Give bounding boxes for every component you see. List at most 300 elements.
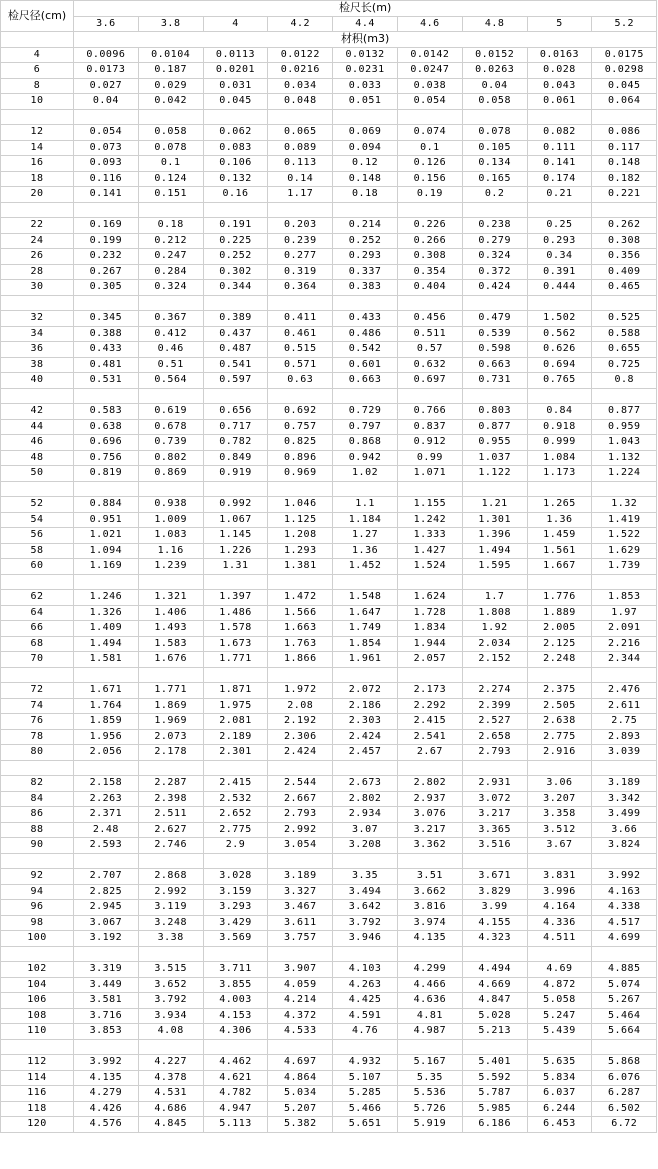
volume-cell: 3.319: [74, 962, 139, 978]
volume-cell: 0.082: [527, 125, 592, 141]
volume-cell: 0.456: [397, 311, 462, 327]
volume-cell: 0.252: [203, 249, 268, 265]
volume-cell: 1.763: [268, 636, 333, 652]
spacer-cell: [333, 295, 398, 311]
volume-cell: 0.1: [138, 156, 203, 172]
volume-cell: 0.969: [268, 466, 333, 482]
volume-cell: 0.034: [268, 78, 333, 94]
volume-cell: 4.163: [592, 884, 657, 900]
volume-cell: 3.792: [138, 993, 203, 1009]
spacer-cell: [592, 202, 657, 218]
volume-header-row: [1, 32, 657, 48]
volume-cell: 0.411: [268, 311, 333, 327]
volume-cell: 1.122: [462, 466, 527, 482]
volume-cell: 2.934: [333, 807, 398, 823]
volume-cell: 0.19: [397, 187, 462, 203]
volume-cell: 5.247: [527, 1008, 592, 1024]
volume-cell: 2.638: [527, 714, 592, 730]
table-row: [1, 729, 657, 745]
spacer-row: [1, 202, 657, 218]
spacer-cell: [138, 667, 203, 683]
volume-cell: 5.167: [397, 1055, 462, 1071]
volume-cell: 5.074: [592, 977, 657, 993]
spacer-cell: [527, 1039, 592, 1055]
volume-cell: 1.975: [203, 698, 268, 714]
spacer-cell: [1, 574, 74, 590]
volume-cell: 2.056: [74, 745, 139, 761]
volume-cell: 0.1: [397, 140, 462, 156]
volume-cell: 4.511: [527, 931, 592, 947]
volume-cell: 1.397: [203, 590, 268, 606]
diameter-cell: 98: [1, 915, 74, 931]
table-row: [1, 745, 657, 761]
volume-cell: 0.802: [138, 450, 203, 466]
volume-cell: 3.907: [268, 962, 333, 978]
spacer-cell: [203, 667, 268, 683]
table-row: [1, 280, 657, 296]
diameter-cell: 36: [1, 342, 74, 358]
volume-cell: 1.578: [203, 621, 268, 637]
table-row: [1, 1008, 657, 1024]
volume-cell: 5.35: [397, 1070, 462, 1086]
volume-cell: 0.113: [268, 156, 333, 172]
diameter-cell: 8: [1, 78, 74, 94]
table-row: [1, 590, 657, 606]
spacer-cell: [1, 760, 74, 776]
volume-cell: 1.265: [527, 497, 592, 513]
volume-cell: 0.564: [138, 373, 203, 389]
table-row: [1, 373, 657, 389]
volume-cell: 0.884: [74, 497, 139, 513]
volume-cell: 0.089: [268, 140, 333, 156]
volume-cell: 4.69: [527, 962, 592, 978]
volume-cell: 0.226: [397, 218, 462, 234]
spacer-cell: [333, 667, 398, 683]
volume-cell: 3.652: [138, 977, 203, 993]
volume-cell: 3.38: [138, 931, 203, 947]
diameter-cell: 18: [1, 171, 74, 187]
volume-cell: 5.267: [592, 993, 657, 1009]
spacer-cell: [592, 946, 657, 962]
volume-cell: 4.135: [397, 931, 462, 947]
volume-cell: 1.97: [592, 605, 657, 621]
spacer-cell: [268, 574, 333, 590]
volume-cell: 0.63: [268, 373, 333, 389]
spacer-cell: [268, 760, 333, 776]
volume-cell: 2.398: [138, 791, 203, 807]
volume-cell: 0.078: [138, 140, 203, 156]
table-row: [1, 698, 657, 714]
volume-cell: 4.932: [333, 1055, 398, 1071]
volume-cell: 3.067: [74, 915, 139, 931]
diameter-cell: 14: [1, 140, 74, 156]
spacer-cell: [74, 481, 139, 497]
volume-cell: 6.453: [527, 1117, 592, 1133]
volume-cell: 0.725: [592, 357, 657, 373]
volume-cell: 3.072: [462, 791, 527, 807]
volume-cell: 2.081: [203, 714, 268, 730]
volume-cell: 0.238: [462, 218, 527, 234]
volume-cell: 2.652: [203, 807, 268, 823]
spacer-cell: [74, 667, 139, 683]
volume-cell: 1.321: [138, 590, 203, 606]
volume-cell: 5.592: [462, 1070, 527, 1086]
spacer-cell: [592, 388, 657, 404]
table-row: [1, 543, 657, 559]
volume-cell: 0.18: [138, 218, 203, 234]
volume-cell: 0.0113: [203, 47, 268, 63]
volume-cell: 0.324: [138, 280, 203, 296]
volume-cell: 1.961: [333, 652, 398, 668]
diameter-cell: 28: [1, 264, 74, 280]
length-header-cell: 5.2: [592, 16, 657, 32]
volume-cell: 0.46: [138, 342, 203, 358]
table-row: [1, 125, 657, 141]
volume-cell: 0.626: [527, 342, 592, 358]
diameter-cell: 16: [1, 156, 74, 172]
volume-cell: 0.054: [74, 125, 139, 141]
spacer-row: [1, 295, 657, 311]
volume-cell: 3.189: [268, 869, 333, 885]
volume-cell: 0.151: [138, 187, 203, 203]
volume-cell: 0.305: [74, 280, 139, 296]
volume-cell: 1.169: [74, 559, 139, 575]
table-row: [1, 962, 657, 978]
spacer-row: [1, 853, 657, 869]
volume-cell: 0.999: [527, 435, 592, 451]
volume-cell: 0.293: [527, 233, 592, 249]
diameter-cell: 84: [1, 791, 74, 807]
volume-cell: 0.054: [397, 94, 462, 110]
volume-cell: 3.67: [527, 838, 592, 854]
volume-cell: 0.388: [74, 326, 139, 342]
volume-cell: 0.598: [462, 342, 527, 358]
volume-cell: 4.227: [138, 1055, 203, 1071]
volume-cell: 0.912: [397, 435, 462, 451]
table-row: [1, 466, 657, 482]
volume-cell: 0.525: [592, 311, 657, 327]
diameter-cell: 94: [1, 884, 74, 900]
volume-cell: 6.244: [527, 1101, 592, 1117]
volume-cell: 0.074: [397, 125, 462, 141]
spacer-cell: [462, 574, 527, 590]
volume-cell: 2.544: [268, 776, 333, 792]
volume-cell: 4.591: [333, 1008, 398, 1024]
spacer-cell: [462, 853, 527, 869]
volume-cell: 0.877: [592, 404, 657, 420]
volume-cell: 1.155: [397, 497, 462, 513]
volume-cell: 0.239: [268, 233, 333, 249]
table-row: [1, 977, 657, 993]
spacer-cell: [1, 667, 74, 683]
volume-cell: 1.663: [268, 621, 333, 637]
volume-cell: 1.226: [203, 543, 268, 559]
volume-cell: 0.541: [203, 357, 268, 373]
volume-cell: 3.671: [462, 869, 527, 885]
spacer-row: [1, 760, 657, 776]
volume-cell: 4.533: [268, 1024, 333, 1040]
volume-cell: 2.415: [203, 776, 268, 792]
volume-cell: 0.51: [138, 357, 203, 373]
volume-cell: 0.0247: [397, 63, 462, 79]
volume-cell: 0.174: [527, 171, 592, 187]
volume-cell: 1.36: [333, 543, 398, 559]
volume-cell: 0.027: [74, 78, 139, 94]
spacer-cell: [138, 202, 203, 218]
table-row: [1, 1070, 657, 1086]
volume-cell: 2.344: [592, 652, 657, 668]
volume-cell: 0.391: [527, 264, 592, 280]
spacer-cell: [203, 202, 268, 218]
spacer-cell: [592, 1039, 657, 1055]
volume-cell: 0.086: [592, 125, 657, 141]
spacer-cell: [397, 388, 462, 404]
volume-cell: 0.729: [333, 404, 398, 420]
spacer-cell: [1, 853, 74, 869]
spacer-cell: [527, 946, 592, 962]
volume-cell: 5.213: [462, 1024, 527, 1040]
volume-cell: 5.034: [268, 1086, 333, 1102]
diameter-cell: 78: [1, 729, 74, 745]
volume-cell: 2.793: [268, 807, 333, 823]
diameter-cell: 38: [1, 357, 74, 373]
volume-cell: 3.159: [203, 884, 268, 900]
spacer-cell: [268, 667, 333, 683]
volume-cell: 0.992: [203, 497, 268, 513]
volume-cell: 0.515: [268, 342, 333, 358]
spacer-cell: [592, 109, 657, 125]
diameter-cell: 20: [1, 187, 74, 203]
spacer-cell: [397, 109, 462, 125]
volume-cell: 0.542: [333, 342, 398, 358]
volume-cell: 2.292: [397, 698, 462, 714]
table-row: [1, 884, 657, 900]
volume-cell: 2.189: [203, 729, 268, 745]
volume-cell: 2.274: [462, 683, 527, 699]
volume-cell: 3.642: [333, 900, 398, 916]
volume-cell: 2.937: [397, 791, 462, 807]
volume-cell: 3.076: [397, 807, 462, 823]
volume-cell: 4.299: [397, 962, 462, 978]
volume-cell: 1.242: [397, 512, 462, 528]
table-row: [1, 822, 657, 838]
volume-cell: 1.869: [138, 698, 203, 714]
diameter-cell: 12: [1, 125, 74, 141]
volume-cell: 0.042: [138, 94, 203, 110]
table-row: [1, 621, 657, 637]
volume-cell: 0.601: [333, 357, 398, 373]
volume-cell: 0.479: [462, 311, 527, 327]
spacer-cell: [138, 481, 203, 497]
volume-cell: 0.126: [397, 156, 462, 172]
table-row: [1, 915, 657, 931]
volume-cell: 0.372: [462, 264, 527, 280]
spacer-cell: [203, 388, 268, 404]
diameter-cell: 86: [1, 807, 74, 823]
diameter-cell: 92: [1, 869, 74, 885]
spacer-cell: [138, 295, 203, 311]
volume-cell: 5.382: [268, 1117, 333, 1133]
volume-cell: 0.918: [527, 419, 592, 435]
volume-cell: 0.694: [527, 357, 592, 373]
volume-cell: 0.293: [333, 249, 398, 265]
volume-cell: 2.992: [138, 884, 203, 900]
volume-cell: 1.184: [333, 512, 398, 528]
volume-cell: 1.502: [527, 311, 592, 327]
volume-cell: 4.782: [203, 1086, 268, 1102]
volume-cell: 1.009: [138, 512, 203, 528]
volume-cell: 3.467: [268, 900, 333, 916]
spacer-cell: [333, 109, 398, 125]
volume-cell: 3.028: [203, 869, 268, 885]
volume-cell: 1.17: [268, 187, 333, 203]
volume-cell: 3.824: [592, 838, 657, 854]
volume-cell: 1.667: [527, 559, 592, 575]
volume-cell: 3.946: [333, 931, 398, 947]
spacer-cell: [333, 481, 398, 497]
spacer-cell: [462, 667, 527, 683]
volume-cell: 0.849: [203, 450, 268, 466]
volume-cell: 3.07: [333, 822, 398, 838]
volume-cell: 0.065: [268, 125, 333, 141]
diameter-cell: 90: [1, 838, 74, 854]
volume-cell: 1.866: [268, 652, 333, 668]
volume-cell: 3.581: [74, 993, 139, 1009]
volume-cell: 2.945: [74, 900, 139, 916]
volume-cell: 0.058: [138, 125, 203, 141]
diameter-cell: 48: [1, 450, 74, 466]
volume-cell: 0.0173: [74, 63, 139, 79]
volume-cell: 3.99: [462, 900, 527, 916]
spacer-row: [1, 667, 657, 683]
volume-cell: 3.934: [138, 1008, 203, 1024]
volume-cell: 0.124: [138, 171, 203, 187]
volume-cell: 0.717: [203, 419, 268, 435]
volume-cell: 4.686: [138, 1101, 203, 1117]
length-header-cell: 4.2: [268, 16, 333, 32]
volume-cell: 6.076: [592, 1070, 657, 1086]
volume-cell: 3.293: [203, 900, 268, 916]
volume-cell: 0.409: [592, 264, 657, 280]
spacer-cell: [527, 760, 592, 776]
volume-cell: 4.517: [592, 915, 657, 931]
spacer-row: [1, 109, 657, 125]
diameter-cell: 60: [1, 559, 74, 575]
volume-cell: 1.764: [74, 698, 139, 714]
volume-cell: 0.061: [527, 94, 592, 110]
volume-cell: 0.765: [527, 373, 592, 389]
diameter-cell: 56: [1, 528, 74, 544]
diameter-cell: 44: [1, 419, 74, 435]
diameter-cell: 112: [1, 1055, 74, 1071]
volume-cell: 5.787: [462, 1086, 527, 1102]
table-row: [1, 187, 657, 203]
spacer-cell: [397, 295, 462, 311]
volume-cell: 2.375: [527, 683, 592, 699]
spacer-cell: [268, 109, 333, 125]
table-row: [1, 528, 657, 544]
volume-cell: 3.494: [333, 884, 398, 900]
volume-cell: 3.831: [527, 869, 592, 885]
volume-cell: 4.306: [203, 1024, 268, 1040]
volume-cell: 3.207: [527, 791, 592, 807]
volume-cell: 0.252: [333, 233, 398, 249]
volume-cell: 3.054: [268, 838, 333, 854]
volume-cell: 6.287: [592, 1086, 657, 1102]
volume-cell: 0.756: [74, 450, 139, 466]
volume-cell: 0.877: [462, 419, 527, 435]
volume-cell: 0.058: [462, 94, 527, 110]
volume-cell: 4.338: [592, 900, 657, 916]
volume-cell: 4.155: [462, 915, 527, 931]
diameter-cell: 58: [1, 543, 74, 559]
volume-cell: 3.512: [527, 822, 592, 838]
volume-cell: 2.005: [527, 621, 592, 637]
volume-cell: 2.931: [462, 776, 527, 792]
volume-cell: 0.337: [333, 264, 398, 280]
volume-cell: 3.515: [138, 962, 203, 978]
volume-cell: 0.031: [203, 78, 268, 94]
volume-cell: 1.749: [333, 621, 398, 637]
volume-cell: 1.125: [268, 512, 333, 528]
spacer-cell: [1, 295, 74, 311]
volume-cell: 0.678: [138, 419, 203, 435]
volume-cell: 1.524: [397, 559, 462, 575]
volume-cell: 0.57: [397, 342, 462, 358]
volume-cell: 6.502: [592, 1101, 657, 1117]
spacer-cell: [527, 295, 592, 311]
spacer-cell: [268, 1039, 333, 1055]
volume-cell: 5.113: [203, 1117, 268, 1133]
volume-cell: 2.303: [333, 714, 398, 730]
spacer-cell: [462, 760, 527, 776]
volume-cell: 1.566: [268, 605, 333, 621]
volume-cell: 0.045: [592, 78, 657, 94]
volume-cell: 0.247: [138, 249, 203, 265]
diameter-cell: 70: [1, 652, 74, 668]
volume-cell: 1.561: [527, 543, 592, 559]
volume-cell: 2.08: [268, 698, 333, 714]
volume-cell: 4.697: [268, 1055, 333, 1071]
diameter-cell: 104: [1, 977, 74, 993]
volume-cell: 0.632: [397, 357, 462, 373]
spacer-cell: [527, 481, 592, 497]
volume-cell: 0.116: [74, 171, 139, 187]
spacer-cell: [268, 853, 333, 869]
volume-cell: 1.246: [74, 590, 139, 606]
volume-header: 材积(m3): [74, 32, 657, 48]
volume-cell: 3.192: [74, 931, 139, 947]
table-row: [1, 357, 657, 373]
table-row: [1, 140, 657, 156]
diameter-cell: 96: [1, 900, 74, 916]
spacer-cell: [138, 760, 203, 776]
volume-cell: 0.0175: [592, 47, 657, 63]
volume-cell: 1.459: [527, 528, 592, 544]
volume-cell: 0.038: [397, 78, 462, 94]
volume-cell: 0.638: [74, 419, 139, 435]
volume-cell: 3.992: [74, 1055, 139, 1071]
spacer-cell: [333, 853, 398, 869]
volume-cell: 1.771: [138, 683, 203, 699]
volume-cell: 4.336: [527, 915, 592, 931]
table-row: [1, 497, 657, 513]
volume-cell: 0.0142: [397, 47, 462, 63]
volume-cell: 1.043: [592, 435, 657, 451]
table-row: [1, 900, 657, 916]
table-body: [1, 1, 657, 1133]
volume-cell: 1.084: [527, 450, 592, 466]
